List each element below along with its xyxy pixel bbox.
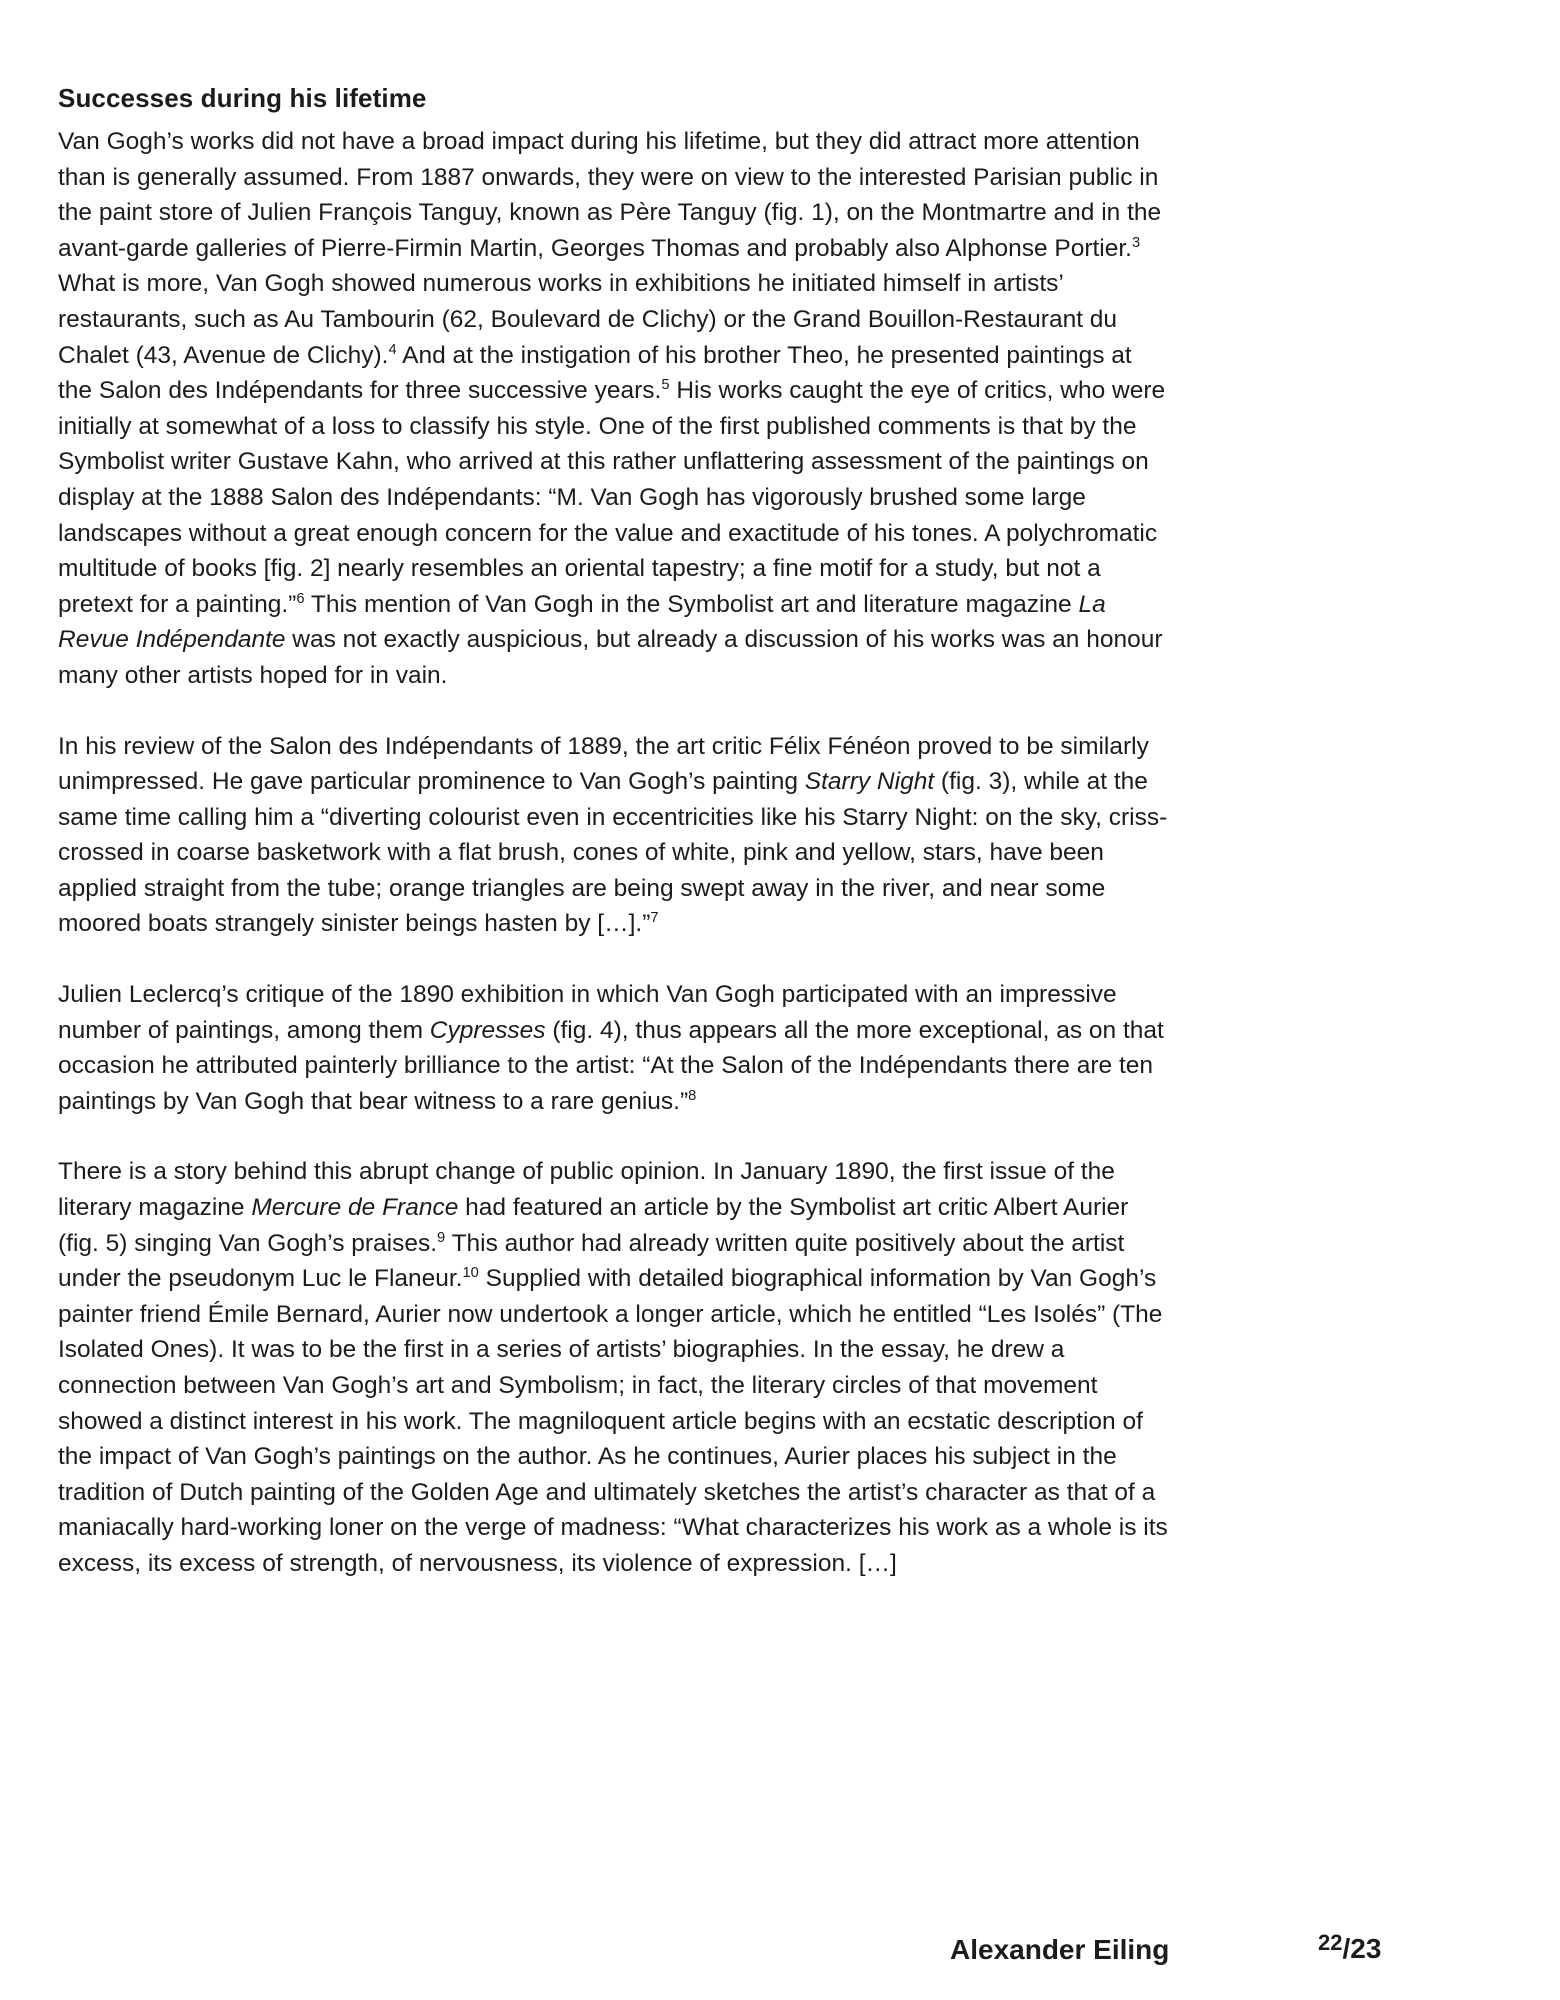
- italic-title: Mercure de France: [251, 1194, 459, 1222]
- page-numbers: [1318, 1930, 1381, 1965]
- text-run: And at the instigation of his brother Theo, he presented paintings at the Salon des Indépendants for three successive years.: [58, 341, 1132, 405]
- footnote-ref: 9: [437, 1229, 446, 1246]
- italic-title: Cypresses: [429, 1016, 546, 1044]
- footnote-ref: 4: [388, 341, 397, 358]
- paragraph-4: [58, 1154, 1168, 1581]
- italic-title: La Revue Indépendante: [58, 590, 1106, 654]
- section-heading: Successes during his lifetime: [58, 83, 427, 113]
- text-run: His works caught the eye of critics, who were initially at somewhat of a loss to classify his style. One of the first published comments is that by the Symbolist writer Gustave Kahn, who arrived at this rather unflattering assessment of the paintings on display at the 1888 Salon des Indépendants: “M. Van Gogh has vigorously brushed some large landscapes without a great enough concern for the value and exactitude of his tones. A polychromatic multitude of books [fig. 2] nearly resembles an oriental tapestry; a fine motif for a study, but not a pretext for a painting.”: [58, 377, 1166, 618]
- text-run: Van Gogh’s works did not have a broad impact during his lifetime, but they did attract more attention than is generally assumed. From 1887 onwards, they were on view to the interested Parisian public in the paint store of Julien François Tanguy, known as Père Tanguy (fig. 1), on the Montmartre and in the avant-garde galleries of Pierre-Firmin Martin, Georges Thomas and probably also Alphonse Portier.: [58, 128, 1162, 262]
- text-run: This mention of Van Gogh in the Symbolist art and literature magazine: [304, 590, 1079, 618]
- footer-author: Alexander Eiling: [950, 1934, 1170, 1965]
- page-current: 22: [1318, 1930, 1343, 1955]
- text-run: There is a story behind this abrupt change of public opinion. In January 1890, the first issue of the literary magazine: [58, 1158, 1115, 1222]
- paragraph-2: [58, 729, 1168, 943]
- article-body: [58, 80, 1168, 1582]
- footnote-ref: 8: [688, 1087, 697, 1104]
- text-run: Julien Leclercq’s critique of the 1890 exhibition in which Van Gogh participated with an impressive number of paintings, among them: [58, 981, 1117, 1044]
- paragraph-3: [58, 977, 1168, 1119]
- footnote-ref: 6: [296, 590, 305, 607]
- footnote-ref: 3: [1132, 234, 1141, 251]
- text-run: In his review of the Salon des Indépendants of 1889, the art critic Félix Fénéon proved to be similarly unimpressed. He gave particular prominence to Van Gogh’s painting: [58, 732, 1149, 796]
- page-next: 23: [1350, 1933, 1382, 1964]
- text-run: Supplied with detailed biographical information by Van Gogh’s painter friend Émile Bernard, Aurier now undertook a longer article, which he entitled “Les Isolés” (The Isolated Ones). It was to be the first in a series of artists’ biographies. In the essay, he drew a connection between Van Gogh’s art and Symbolism; in fact, the literary circles of that movement showed a distinct interest in his work. The magniloquent article begins with an ecstatic description of the impact of Van Gogh’s paintings on the author. As he continues, Aurier places his subject in the tradition of Dutch painting of the Golden Age and ultimately sketches the artist’s character as that of a maniacally hard-working loner on the verge of madness: “What characterizes his work as a whole is its excess, its excess of strength, of nervousness, its violence of expression. […]: [58, 1265, 1168, 1577]
- text-run: What is more, Van Gogh showed numerous works in exhibitions he initiated himself in artists’ restaurants, such as Au Tambourin (62, Boulevard de Clichy) or the Grand Bouillon-Restaurant du Chalet (43, Avenue de Clichy).: [58, 270, 1118, 369]
- footnote-ref: 5: [661, 377, 670, 393]
- footnote-ref: 7: [650, 910, 659, 927]
- page-separator: /: [1342, 1933, 1351, 1964]
- text-run: (fig. 4), thus appears all the more exceptional, as on that occasion he attributed painterly brilliance to the artist: “At the Salon of the Indépendants there are ten paintings by Van Gogh that bear witness to a rare genius.”: [58, 1016, 1164, 1115]
- text-run: was not exactly auspicious, but already a discussion of his works was an honour many other artists hoped for in vain.: [58, 626, 1163, 689]
- text-run: (fig. 3), while at the same time calling him a “diverting colourist even in eccentricities like his Starry Night: on the sky, criss-crossed in coarse basketwork with a flat brush, cones of white, pink and yellow, stars, have been applied straight from the tube; orange triangles are being swept away in the river, and near some moored boats strangely sinister beings hasten by […].”: [58, 768, 1168, 938]
- footnote-ref: 10: [462, 1265, 479, 1282]
- text-run: This author had already written quite positively about the artist under the pseudonym Luc le Flaneur.: [58, 1229, 1125, 1293]
- paragraph-1: [58, 124, 1168, 694]
- italic-title: Starry Night: [804, 768, 935, 796]
- text-run: had featured an article by the Symbolist art critic Albert Aurier (fig. 5) singing Van Gogh’s praises.: [58, 1194, 1129, 1257]
